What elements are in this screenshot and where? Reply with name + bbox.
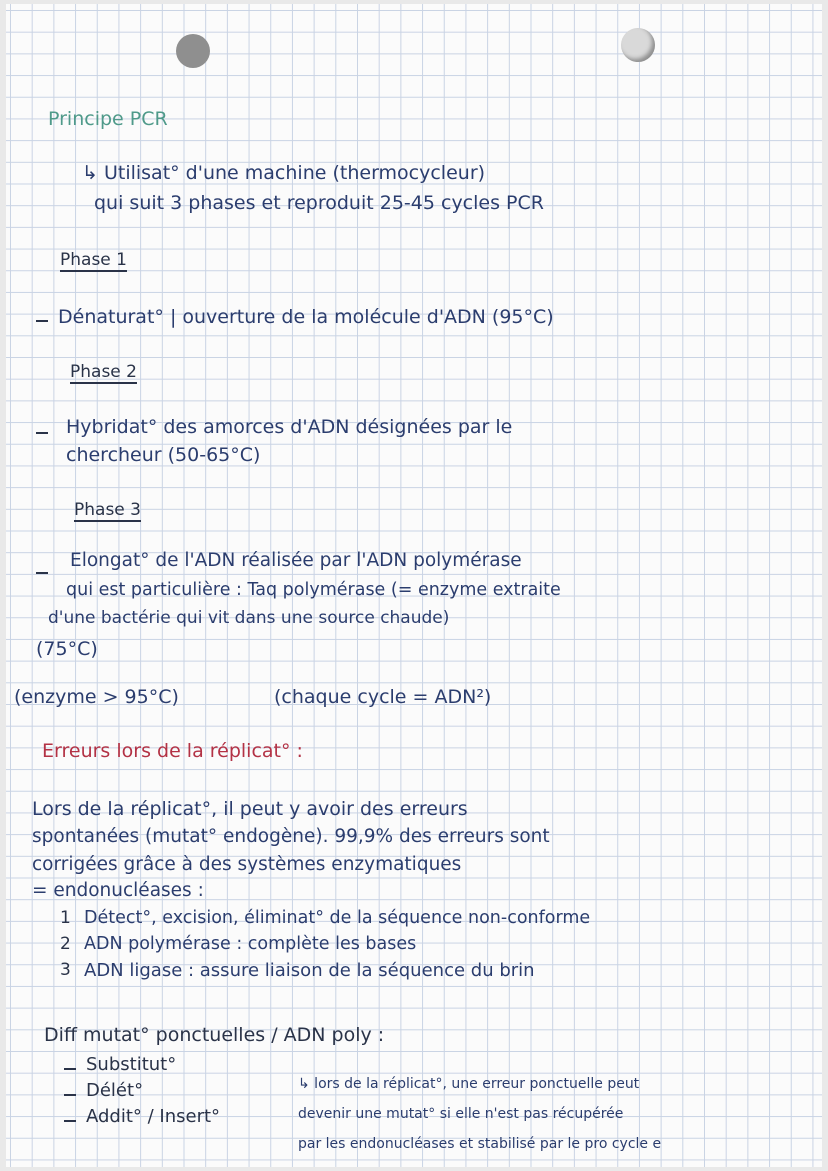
bullet-dash — [64, 1094, 76, 1096]
step-number: 2 — [60, 934, 71, 954]
phase1-line: Dénaturat° | ouverture de la molécule d'ADN (95°C) — [58, 306, 554, 328]
step-text: ADN polymérase : complète les bases — [84, 934, 417, 954]
bullet-dash — [36, 320, 48, 322]
phase2-line-2: chercheur (50-65°C) — [66, 444, 261, 466]
bullet-dash — [36, 572, 48, 574]
cycle-note: (chaque cycle = ADN²) — [274, 686, 492, 708]
punch-hole-left — [176, 34, 210, 68]
punch-hole-right — [621, 28, 655, 62]
page-title: Principe PCR — [48, 108, 168, 130]
enzyme-note: (enzyme > 95°C) — [14, 686, 179, 708]
errors-line-2: spontanées (mutat° endogène). 99,9% des erreurs sont — [32, 826, 550, 847]
bullet-dash — [36, 432, 48, 434]
errors-heading: Erreurs lors de la réplicat° : — [42, 740, 303, 762]
diff-item: Substitut° — [86, 1054, 177, 1075]
diff-heading: Diff mutat° ponctuelles / ADN poly : — [44, 1024, 385, 1046]
diff-item: Délét° — [86, 1080, 144, 1101]
phase3-heading: Phase 3 — [74, 500, 141, 520]
phase3-line-1: Elongat° de l'ADN réalisée par l'ADN polymérase — [70, 550, 522, 571]
errors-line-1: Lors de la réplicat°, il peut y avoir des erreurs — [32, 798, 468, 820]
phase3-line-3: d'une bactérie qui vit dans une source chaude) — [48, 608, 450, 628]
phase1-heading: Phase 1 — [60, 250, 127, 270]
errors-line-3: corrigées grâce à des systèmes enzymatiques — [32, 854, 462, 875]
diff-item: Addit° / Insert° — [86, 1106, 221, 1127]
errors-line-4: = endonucléases : — [32, 880, 204, 901]
side-note-line-1: ↳ lors de la réplicat°, une erreur ponctuelle peut — [298, 1076, 640, 1092]
phase2-line-1: Hybridat° des amorces d'ADN désignées par le — [66, 416, 513, 438]
side-note-line-3: par les endonucléases et stabilisé par le pro cycle e — [298, 1136, 662, 1152]
step-number: 1 — [60, 908, 71, 928]
bullet-dash — [64, 1068, 76, 1070]
phase2-heading: Phase 2 — [70, 362, 137, 382]
step-text: ADN ligase : assure liaison de la séquence du brin — [84, 960, 535, 981]
intro-line-2: qui suit 3 phases et reproduit 25-45 cycles PCR — [94, 192, 544, 214]
side-note-line-2: devenir une mutat° si elle n'est pas récupérée — [298, 1106, 624, 1122]
phase3-line-4: (75°C) — [36, 638, 98, 660]
bullet-dash — [64, 1120, 76, 1122]
phase3-line-2: qui est particulière : Taq polymérase (= enzyme extraite — [66, 580, 561, 600]
notebook-page — [6, 4, 822, 1167]
intro-line-1: ↳ Utilisat° d'une machine (thermocycleur) — [82, 162, 486, 184]
step-number: 3 — [60, 960, 71, 980]
step-text: Détect°, excision, éliminat° de la séquence non-conforme — [84, 908, 591, 928]
